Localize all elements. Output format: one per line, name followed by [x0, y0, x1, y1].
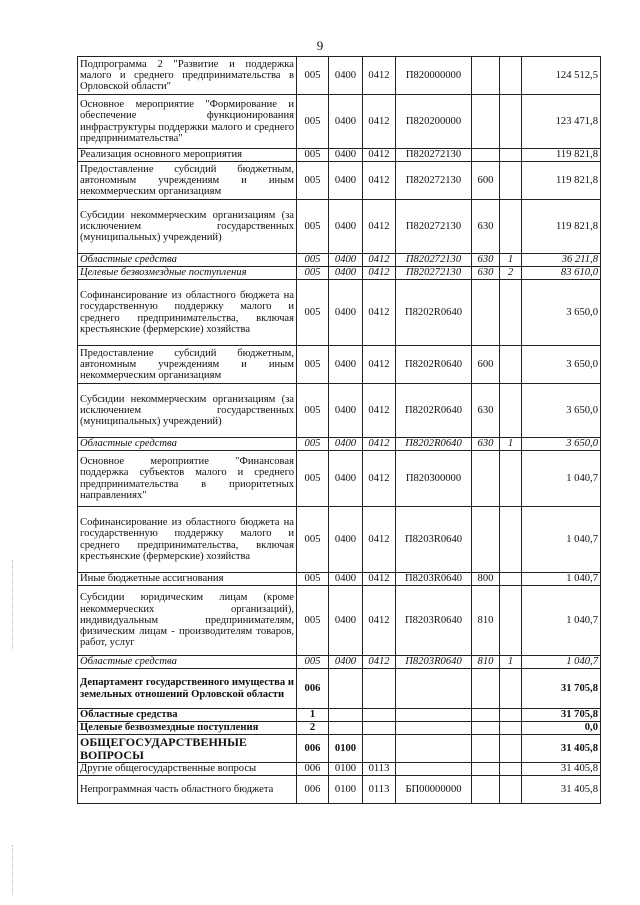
row-section-cell: 0400 [329, 586, 363, 656]
row-name-cell: Иные бюджетные ассигнования [78, 573, 297, 586]
row-subsection-cell [363, 709, 396, 722]
page-number: 9 [316, 38, 324, 53]
row-section-cell: 0400 [329, 200, 363, 254]
row-subsection-cell: 0113 [363, 763, 396, 776]
row-admin-code-cell: 2 [297, 722, 329, 735]
table-row [78, 280, 601, 346]
row-target-article-cell: П820272130 [396, 149, 472, 162]
row-section-cell: 0100 [329, 735, 363, 763]
row-expense-type-cell [472, 280, 500, 346]
row-funding-source-cell [500, 162, 522, 200]
row-subsection-cell: 0113 [363, 776, 396, 804]
row-admin-code-cell: 1 [297, 709, 329, 722]
row-amount-cell: 31 705,8 [522, 669, 601, 709]
row-target-article-cell [396, 722, 472, 735]
table-row [78, 763, 601, 776]
row-amount-cell: 31 405,8 [522, 776, 601, 804]
row-amount-cell: 119 821,8 [522, 162, 601, 200]
row-name-cell: Основное мероприятие "Формирование и обеспечение функционирования инфраструктуры поддержки малого и среднего предпринимательства" [78, 95, 297, 149]
row-name-cell: Департамент государственного имущества и земельных отношений Орловской области [78, 669, 297, 709]
row-subsection-cell [363, 669, 396, 709]
row-expense-type-cell: 630 [472, 200, 500, 254]
row-expense-type-cell [472, 57, 500, 95]
row-target-article-cell: П820272130 [396, 254, 472, 267]
row-name-cell: Субсидии некоммерческим организациям (за исключением государственных (муниципальных) учреждений) [78, 200, 297, 254]
row-funding-source-cell [500, 280, 522, 346]
row-target-article-cell: П8203R0640 [396, 573, 472, 586]
table-row [78, 200, 601, 254]
row-name-cell: Софинансирование из областного бюджета на государственную поддержку малого и среднего предпринимательства, включая крестьянские (фермерские) хозяйства [78, 280, 297, 346]
row-section-cell: 0400 [329, 384, 363, 438]
row-section-cell: 0400 [329, 254, 363, 267]
row-admin-code-cell: 005 [297, 267, 329, 280]
row-subsection-cell: 0412 [363, 573, 396, 586]
row-section-cell: 0400 [329, 280, 363, 346]
row-name-cell: Основное мероприятие "Финансовая поддержка субъектов малого и среднего предпринимательства в приоритетных направлениях" [78, 451, 297, 507]
row-amount-cell: 83 610,0 [522, 267, 601, 280]
table-row [78, 776, 601, 804]
row-amount-cell: 1 040,7 [522, 451, 601, 507]
row-funding-source-cell [500, 722, 522, 735]
row-expense-type-cell: 630 [472, 438, 500, 451]
row-section-cell: 0400 [329, 149, 363, 162]
row-section-cell: 0400 [329, 267, 363, 280]
row-section-cell [329, 722, 363, 735]
row-target-article-cell [396, 669, 472, 709]
row-section-cell: 0100 [329, 763, 363, 776]
row-admin-code-cell: 006 [297, 763, 329, 776]
row-funding-source-cell: 1 [500, 656, 522, 669]
row-amount-cell: 31 705,8 [522, 709, 601, 722]
table-row [78, 735, 601, 763]
row-admin-code-cell: 005 [297, 573, 329, 586]
row-amount-cell: 3 650,0 [522, 384, 601, 438]
row-expense-type-cell [472, 735, 500, 763]
row-target-article-cell: БП00000000 [396, 776, 472, 804]
budget-table-body [78, 57, 601, 804]
row-section-cell [329, 709, 363, 722]
row-subsection-cell: 0412 [363, 254, 396, 267]
row-admin-code-cell: 005 [297, 346, 329, 384]
row-admin-code-cell: 005 [297, 57, 329, 95]
table-row [78, 451, 601, 507]
row-section-cell: 0400 [329, 573, 363, 586]
row-amount-cell: 1 040,7 [522, 573, 601, 586]
row-subsection-cell: 0412 [363, 438, 396, 451]
scan-margin-mark [12, 560, 15, 650]
row-expense-type-cell: 810 [472, 656, 500, 669]
row-admin-code-cell: 005 [297, 384, 329, 438]
row-name-cell: Областные средства [78, 438, 297, 451]
row-target-article-cell: П820272130 [396, 200, 472, 254]
row-amount-cell: 0,0 [522, 722, 601, 735]
row-name-cell: Субсидии некоммерческим организациям (за исключением государственных (муниципальных) учреждений) [78, 384, 297, 438]
row-funding-source-cell [500, 95, 522, 149]
row-admin-code-cell: 005 [297, 200, 329, 254]
row-target-article-cell: П8203R0640 [396, 586, 472, 656]
row-subsection-cell: 0412 [363, 507, 396, 573]
row-expense-type-cell: 630 [472, 384, 500, 438]
table-row [78, 149, 601, 162]
row-expense-type-cell: 630 [472, 254, 500, 267]
table-row [78, 57, 601, 95]
row-target-article-cell: П8203R0640 [396, 507, 472, 573]
table-row [78, 267, 601, 280]
row-funding-source-cell [500, 451, 522, 507]
row-amount-cell: 36 211,8 [522, 254, 601, 267]
table-row [78, 346, 601, 384]
row-expense-type-cell: 800 [472, 573, 500, 586]
row-target-article-cell: П8202R0640 [396, 280, 472, 346]
row-expense-type-cell [472, 722, 500, 735]
row-name-cell: Подпрограмма 2 "Развитие и поддержка малого и среднего предпринимательства в Орловской области" [78, 57, 297, 95]
row-expense-type-cell [472, 709, 500, 722]
table-row [78, 573, 601, 586]
row-name-cell: ОБЩЕГОСУДАРСТВЕННЫЕ ВОПРОСЫ [78, 735, 297, 763]
row-admin-code-cell: 005 [297, 507, 329, 573]
row-section-cell: 0400 [329, 57, 363, 95]
row-subsection-cell: 0412 [363, 57, 396, 95]
row-subsection-cell: 0412 [363, 267, 396, 280]
row-target-article-cell: П8203R0640 [396, 656, 472, 669]
row-name-cell: Целевые безвозмездные поступления [78, 267, 297, 280]
row-name-cell: Целевые безвозмездные поступления [78, 722, 297, 735]
row-admin-code-cell: 005 [297, 95, 329, 149]
row-admin-code-cell: 005 [297, 586, 329, 656]
row-subsection-cell [363, 722, 396, 735]
table-row [78, 709, 601, 722]
row-target-article-cell [396, 763, 472, 776]
row-target-article-cell: П820272130 [396, 162, 472, 200]
row-funding-source-cell: 1 [500, 254, 522, 267]
row-amount-cell: 1 040,7 [522, 507, 601, 573]
table-row [78, 507, 601, 573]
row-name-cell: Софинансирование из областного бюджета на государственную поддержку малого и среднего предпринимательства, включая крестьянские (фермерские) хозяйства [78, 507, 297, 573]
row-funding-source-cell: 1 [500, 438, 522, 451]
budget-table [77, 56, 601, 804]
row-target-article-cell: П820300000 [396, 451, 472, 507]
row-name-cell: Другие общегосударственные вопросы [78, 763, 297, 776]
row-admin-code-cell: 006 [297, 776, 329, 804]
table-row [78, 722, 601, 735]
row-amount-cell: 119 821,8 [522, 200, 601, 254]
row-funding-source-cell [500, 507, 522, 573]
row-target-article-cell [396, 735, 472, 763]
row-expense-type-cell [472, 507, 500, 573]
row-subsection-cell: 0412 [363, 280, 396, 346]
table-row [78, 254, 601, 267]
row-amount-cell: 31 405,8 [522, 735, 601, 763]
row-expense-type-cell [472, 149, 500, 162]
row-section-cell: 0100 [329, 776, 363, 804]
row-expense-type-cell [472, 763, 500, 776]
row-subsection-cell: 0412 [363, 586, 396, 656]
row-funding-source-cell [500, 709, 522, 722]
row-name-cell: Областные средства [78, 254, 297, 267]
row-amount-cell: 3 650,0 [522, 438, 601, 451]
row-amount-cell: 31 405,8 [522, 763, 601, 776]
row-funding-source-cell: 2 [500, 267, 522, 280]
row-subsection-cell: 0412 [363, 95, 396, 149]
table-row [78, 438, 601, 451]
row-name-cell: Предоставление субсидий бюджетным, автономным учреждениям и иным некоммерческим организациям [78, 346, 297, 384]
row-section-cell: 0400 [329, 656, 363, 669]
row-target-article-cell: П8202R0640 [396, 438, 472, 451]
row-subsection-cell: 0412 [363, 451, 396, 507]
table-row [78, 669, 601, 709]
row-admin-code-cell: 006 [297, 735, 329, 763]
row-admin-code-cell: 005 [297, 149, 329, 162]
table-row [78, 656, 601, 669]
row-expense-type-cell: 810 [472, 586, 500, 656]
row-subsection-cell: 0412 [363, 384, 396, 438]
row-funding-source-cell [500, 763, 522, 776]
row-section-cell: 0400 [329, 95, 363, 149]
row-funding-source-cell [500, 200, 522, 254]
table-row [78, 384, 601, 438]
row-amount-cell: 124 512,5 [522, 57, 601, 95]
row-section-cell: 0400 [329, 507, 363, 573]
row-section-cell: 0400 [329, 451, 363, 507]
row-admin-code-cell: 005 [297, 656, 329, 669]
row-amount-cell: 3 650,0 [522, 280, 601, 346]
row-name-cell: Областные средства [78, 656, 297, 669]
row-expense-type-cell: 600 [472, 346, 500, 384]
row-amount-cell: 3 650,0 [522, 346, 601, 384]
row-admin-code-cell: 005 [297, 254, 329, 267]
row-funding-source-cell [500, 776, 522, 804]
row-subsection-cell: 0412 [363, 656, 396, 669]
row-section-cell: 0400 [329, 438, 363, 451]
scan-margin-mark [12, 845, 15, 895]
row-admin-code-cell: 005 [297, 438, 329, 451]
row-amount-cell: 119 821,8 [522, 149, 601, 162]
row-admin-code-cell: 005 [297, 162, 329, 200]
row-funding-source-cell [500, 586, 522, 656]
row-funding-source-cell [500, 149, 522, 162]
row-target-article-cell: П8202R0640 [396, 384, 472, 438]
row-expense-type-cell [472, 95, 500, 149]
table-row [78, 162, 601, 200]
row-section-cell [329, 669, 363, 709]
row-section-cell: 0400 [329, 346, 363, 384]
row-target-article-cell: П820272130 [396, 267, 472, 280]
row-subsection-cell: 0412 [363, 346, 396, 384]
row-expense-type-cell [472, 776, 500, 804]
row-admin-code-cell: 005 [297, 451, 329, 507]
row-section-cell: 0400 [329, 162, 363, 200]
row-target-article-cell: П820200000 [396, 95, 472, 149]
row-subsection-cell: 0412 [363, 149, 396, 162]
row-subsection-cell: 0412 [363, 200, 396, 254]
row-funding-source-cell [500, 735, 522, 763]
row-funding-source-cell [500, 346, 522, 384]
row-target-article-cell: П8202R0640 [396, 346, 472, 384]
row-amount-cell: 1 040,7 [522, 656, 601, 669]
row-expense-type-cell: 630 [472, 267, 500, 280]
row-expense-type-cell [472, 451, 500, 507]
row-funding-source-cell [500, 669, 522, 709]
row-name-cell: Непрограммная часть областного бюджета [78, 776, 297, 804]
row-name-cell: Областные средства [78, 709, 297, 722]
row-funding-source-cell [500, 573, 522, 586]
row-admin-code-cell: 005 [297, 280, 329, 346]
row-amount-cell: 1 040,7 [522, 586, 601, 656]
row-expense-type-cell: 600 [472, 162, 500, 200]
row-name-cell: Предоставление субсидий бюджетным, автономным учреждениям и иным некоммерческим организациям [78, 162, 297, 200]
table-row [78, 95, 601, 149]
row-expense-type-cell [472, 669, 500, 709]
row-funding-source-cell [500, 57, 522, 95]
row-funding-source-cell [500, 384, 522, 438]
table-row [78, 586, 601, 656]
row-admin-code-cell: 006 [297, 669, 329, 709]
row-name-cell: Субсидии юридическим лицам (кроме некоммерческих организаций), индивидуальным предпринимателям, физическим лицам - производителям товаров, работ, услуг [78, 586, 297, 656]
row-name-cell: Реализация основного мероприятия [78, 149, 297, 162]
row-amount-cell: 123 471,8 [522, 95, 601, 149]
row-target-article-cell [396, 709, 472, 722]
row-subsection-cell: 0412 [363, 162, 396, 200]
row-subsection-cell [363, 735, 396, 763]
row-target-article-cell: П820000000 [396, 57, 472, 95]
